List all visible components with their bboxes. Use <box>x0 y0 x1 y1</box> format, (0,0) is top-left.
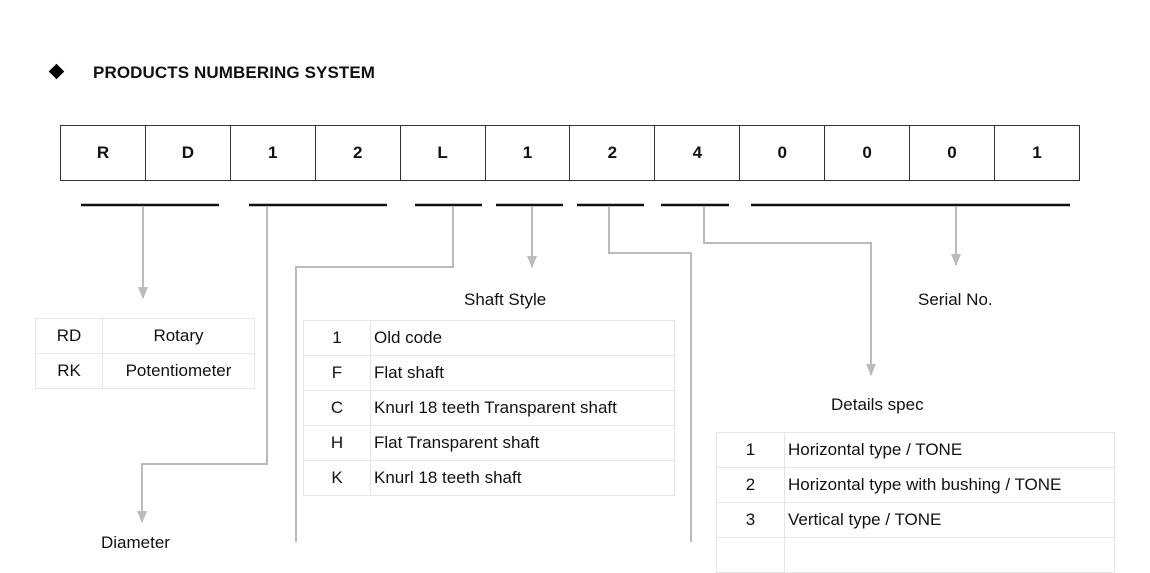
shaft-desc: Flat Transparent shaft <box>371 426 675 461</box>
code-char-12: 1 <box>994 126 1079 181</box>
table-row <box>717 503 1115 538</box>
details-desc: Vertical type / TONE <box>785 503 1115 538</box>
table-row <box>36 354 255 389</box>
type-name: Potentiometer <box>103 354 255 389</box>
details-desc <box>785 538 1115 573</box>
type-code: RD <box>36 319 103 354</box>
details-spec-title: Details spec <box>831 395 924 414</box>
table-row <box>304 391 675 426</box>
table-row <box>304 356 675 391</box>
table-row <box>304 426 675 461</box>
type-name: Rotary <box>103 319 255 354</box>
code-char-9: 0 <box>740 126 825 181</box>
type-code: RK <box>36 354 103 389</box>
page-title: PRODUCTS NUMBERING SYSTEM <box>93 63 376 82</box>
shaft-desc: Knurl 18 teeth Transparent shaft <box>371 391 675 426</box>
shaft-code: F <box>304 356 371 391</box>
code-char-10: 0 <box>825 126 910 181</box>
table-row <box>717 538 1115 573</box>
table-row <box>304 461 675 496</box>
shaft-code: H <box>304 426 371 461</box>
details-desc: Horizontal type with bushing / TONE <box>785 468 1115 503</box>
code-char-6: 1 <box>485 126 570 181</box>
table-row <box>717 468 1115 503</box>
shaft-code: 1 <box>304 321 371 356</box>
code-char-7: 2 <box>570 126 655 181</box>
code-char-5: L <box>400 126 485 181</box>
type-table <box>35 318 255 389</box>
shaft-code: C <box>304 391 371 426</box>
shaft-desc: Knurl 18 teeth shaft <box>371 461 675 496</box>
shaft-desc: Old code <box>371 321 675 356</box>
shaft-style-table <box>303 320 675 496</box>
details-desc: Horizontal type / TONE <box>785 433 1115 468</box>
code-char-2: D <box>145 126 230 181</box>
shaft-code: K <box>304 461 371 496</box>
code-char-1: R <box>61 126 146 181</box>
details-code: 1 <box>717 433 785 468</box>
details-code: 3 <box>717 503 785 538</box>
shaft-style-title: Shaft Style <box>464 290 547 309</box>
serial-no-title: Serial No. <box>918 290 993 309</box>
diameter-title: Diameter <box>101 533 170 552</box>
details-spec-table <box>716 432 1115 573</box>
code-char-11: 0 <box>910 126 995 181</box>
details-code <box>717 538 785 573</box>
table-row <box>717 433 1115 468</box>
details-code: 2 <box>717 468 785 503</box>
code-char-4: 2 <box>315 126 400 181</box>
connector-details-spec <box>704 206 871 375</box>
table-row <box>304 321 675 356</box>
shaft-desc: Flat shaft <box>371 356 675 391</box>
code-char-8: 4 <box>655 126 740 181</box>
table-row <box>36 319 255 354</box>
code-char-3: 1 <box>230 126 315 181</box>
